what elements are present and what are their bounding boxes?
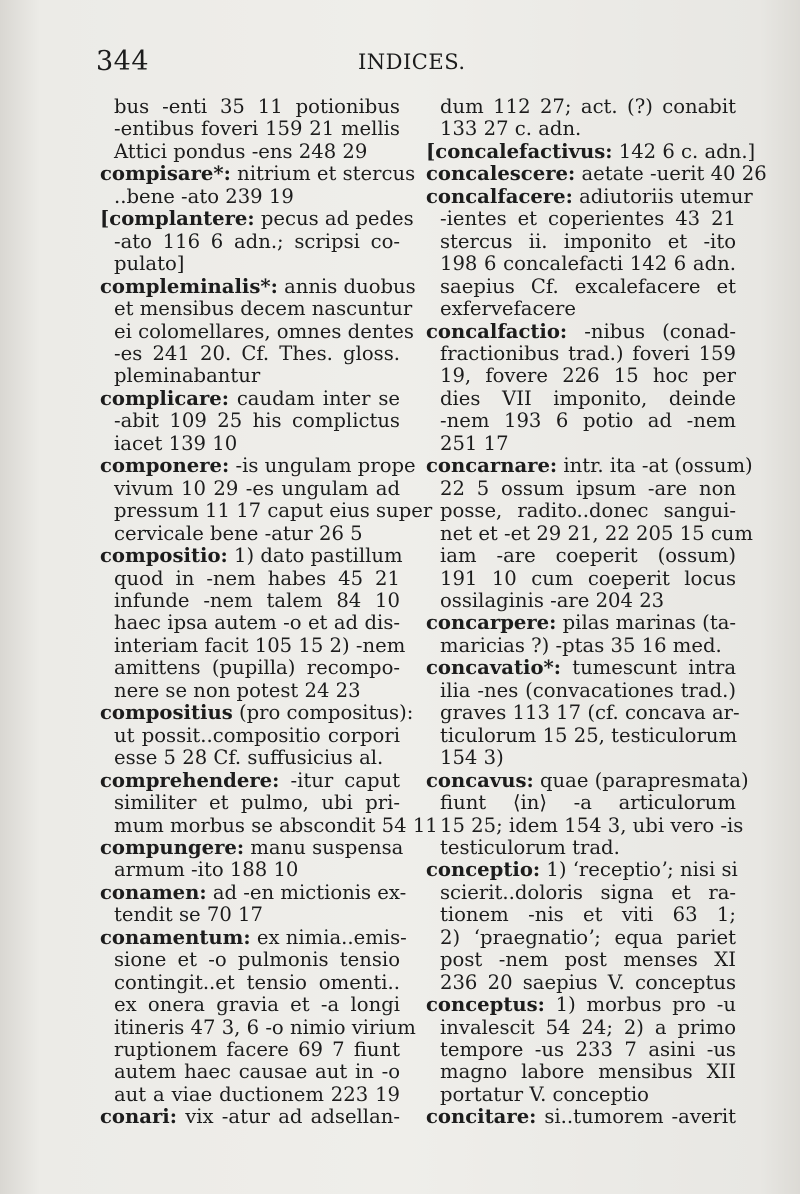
lemma-headword: conceptus: — [426, 993, 545, 1017]
left-column-line: nere se non potest 24 23 — [114, 678, 361, 702]
right-column-line: 22 5 ossum ipsum -are non — [440, 476, 736, 500]
right-column-line: conceptus: 1) morbus pro -u — [426, 993, 736, 1017]
left-column-line: componere: -is ungulam prope — [100, 454, 416, 478]
right-column-line: fiunt ⟨in⟩ -a articulorum — [440, 791, 736, 815]
right-column-line: net et -et 29 21, 22 205 15 cum — [440, 521, 754, 545]
running-head: INDICES. — [358, 50, 466, 74]
lemma-headword: concalescere: — [426, 162, 576, 186]
lemma-headword: conceptio: — [426, 858, 541, 882]
right-column-line: 191 10 cum coeperit locus — [440, 566, 736, 590]
lemma-headword: conamentum: — [100, 925, 251, 949]
left-column-line: contingit..et tensio omenti.. — [114, 970, 400, 994]
left-column-line: itineris 47 3, 6 -o nimio virium — [114, 1015, 416, 1039]
right-column-line: concavatio*: tumescunt intra — [426, 656, 736, 680]
left-column-line: mum morbus se abscondit 54 11 — [114, 813, 438, 837]
right-column-line: 154 3) — [440, 746, 504, 770]
right-column-line: dum 112 27; act. (?) conabit — [440, 95, 736, 118]
right-column-line: [concalefactivus: 142 6 c. adn.] — [426, 139, 756, 163]
lemma-headword: compositio: — [100, 544, 228, 568]
left-column-line: ut possit..compositio corpori — [114, 723, 400, 747]
page-header — [96, 46, 730, 82]
left-column-line: [complantere: pecus ad pedes — [100, 207, 414, 231]
page-number: 344 — [96, 46, 150, 77]
right-column-line: 133 27 c. adn. — [440, 117, 582, 141]
right-column-line: ossilaginis -are 204 23 — [440, 588, 665, 612]
left-column — [100, 95, 438, 1129]
left-column-line: bus -enti 35 11 potionibus — [114, 95, 400, 118]
right-column-line: tempore -us 233 7 asini -us — [440, 1038, 736, 1062]
right-column-line: graves 113 17 (cf. concava ar- — [440, 701, 740, 725]
right-column-line: fractionibus trad.) foveri 159 — [440, 341, 736, 365]
right-column-line: concalfactio: -nibus (conad- — [426, 319, 736, 343]
left-column-line: Attici pondus -ens 248 29 — [114, 139, 368, 163]
lemma-headword: concarpere: — [426, 611, 557, 635]
left-column-line: amittens (pupilla) recompo- — [114, 656, 400, 680]
right-column-line: maricias ?) -ptas 35 16 med. — [440, 633, 722, 657]
left-column-line: ..bene -ato 239 19 — [114, 184, 294, 208]
right-column-line: -ientes et coperientes 43 21 — [440, 207, 736, 231]
left-column-line: conari: vix -atur ad adsellan- — [100, 1105, 400, 1129]
lemma-headword: comprehendere: — [100, 768, 280, 792]
lemma-headword: [concalefactivus: — [426, 139, 613, 163]
lemma-headword: compositius — [100, 701, 233, 725]
lemma-headword: concitare: — [426, 1105, 537, 1129]
lemma-headword: concalfactio: — [426, 319, 568, 343]
right-column-line: scierit..doloris signa et ra- — [440, 880, 736, 904]
left-column-line: interiam facit 105 15 2) -nem — [114, 633, 406, 657]
right-column-line: ilia -nes (convacationes trad.) — [440, 678, 736, 702]
lemma-headword: conamen: — [100, 880, 207, 904]
right-column-line: -nem 193 6 potio ad -nem — [440, 409, 736, 433]
left-column-line: et mensibus decem nascuntur — [114, 297, 413, 321]
right-column-line: posse, radito..donec sangui- — [440, 499, 736, 523]
lemma-headword: componere: — [100, 454, 230, 478]
left-column-line: cervicale bene -atur 26 5 — [114, 521, 363, 545]
left-column-line: infunde -nem talem 84 10 — [114, 588, 400, 612]
right-column-line: ticulorum 15 25, testiculorum — [440, 723, 738, 747]
left-column-line: sione et -o pulmonis tensio — [114, 948, 400, 972]
left-column-line: pressum 11 17 caput eius super — [114, 499, 433, 523]
left-column-line: ei colomellares, omnes dentes — [114, 319, 414, 343]
left-column-line: quod in -nem habes 45 21 — [114, 566, 400, 590]
lemma-headword: [complantere: — [100, 207, 255, 231]
right-column-line: invalescit 54 24; 2) a primo — [440, 1015, 736, 1039]
left-column-line: conamen: ad -en mictionis ex- — [100, 880, 407, 904]
right-column-line: 251 17 — [440, 431, 509, 455]
right-column-line: stercus ii. imponito et -ito — [440, 229, 736, 253]
left-column-line: compisare*: nitrium et stercus — [100, 162, 416, 186]
right-column-line: concarpere: pilas marinas (ta- — [426, 611, 736, 635]
left-column-line: compositio: 1) dato pastillum — [100, 544, 403, 568]
left-column-line: pulato] — [114, 252, 185, 276]
right-column-line: concalescere: aetate -uerit 40 26 — [426, 162, 767, 186]
right-column-line: 19, fovere 226 15 hoc per — [440, 364, 736, 388]
right-column-line: concarnare: intr. ita -at (ossum) — [426, 454, 753, 478]
right-column-line: testiculorum trad. — [440, 835, 620, 859]
left-column-line: compleminalis*: annis duobus — [100, 274, 416, 298]
right-column-line: magno labore mensibus XII — [440, 1060, 736, 1084]
lemma-headword: compungere: — [100, 835, 245, 859]
right-column-line: saepius Cf. excalefacere et — [440, 274, 736, 298]
lemma-headword: concavatio*: — [426, 656, 561, 680]
right-column-line: dies VII imponito, deinde — [440, 386, 736, 410]
left-column-line: -ato 116 6 adn.; scripsi co- — [114, 229, 400, 253]
left-column-line: complicare: caudam inter se — [100, 386, 400, 410]
right-column-line: tionem -nis et viti 63 1; — [440, 903, 736, 927]
left-column-line: ex onera gravia et -a longi — [114, 993, 400, 1017]
left-column-line: comprehendere: -itur caput — [100, 768, 400, 792]
left-column-line: conamentum: ex nimia..emis- — [100, 925, 407, 949]
left-column-line: -es 241 20. Cf. Thes. gloss. — [114, 341, 400, 365]
left-column-line: -abit 109 25 his complictus — [114, 409, 400, 433]
right-column-line: 2) ʻpraegnatioʼ; equa pariet — [440, 925, 736, 949]
left-column-line: aut a viae ductionem 223 19 — [114, 1082, 400, 1106]
right-column-line: concalfacere: adiutoriis utemur — [426, 184, 753, 208]
right-column-line: concavus: quae (parapresmata) — [426, 768, 749, 792]
lemma-headword: compisare*: — [100, 162, 231, 186]
right-column-line: conceptio: 1) ʻreceptioʼ; nisi si — [426, 858, 738, 882]
left-column-line: tendit se 70 17 — [114, 903, 263, 927]
lemma-headword: concarnare: — [426, 454, 558, 478]
lemma-headword: concavus: — [426, 768, 534, 792]
right-column-line: post -nem post menses XI — [440, 948, 736, 972]
right-column-line: 15 25; idem 154 3, ubi vero -is — [440, 813, 744, 837]
left-column-line: autem haec causae aut in -o — [114, 1060, 400, 1084]
left-column-line: iacet 139 10 — [114, 431, 238, 455]
left-column-line: armum -ito 188 10 — [114, 858, 299, 882]
left-column-line: compositius (pro compositus): — [100, 701, 414, 725]
lemma-headword: concalfacere: — [426, 184, 573, 208]
right-column-line: exfervefacere — [440, 297, 576, 321]
left-column-line: -entibus foveri 159 21 mellis — [114, 117, 400, 141]
right-column-line: concitare: si..tumorem -averit — [426, 1105, 736, 1129]
right-column-line: 198 6 concalefacti 142 6 adn. — [440, 252, 736, 276]
left-column-line: haec ipsa autem -o et ad dis- — [114, 611, 400, 635]
left-column-line: ruptionem facere 69 7 fiunt — [114, 1038, 400, 1062]
left-column-line: esse 5 28 Cf. suffusicius al. — [114, 746, 384, 770]
left-column-line: similiter et pulmo, ubi pri- — [114, 791, 400, 815]
right-column-line: 236 20 saepius V. conceptus — [440, 970, 736, 994]
left-column-line: compungere: manu suspensa — [100, 835, 404, 859]
right-column-line: portatur V. conceptio — [440, 1082, 649, 1106]
lemma-headword: conari: — [100, 1105, 177, 1129]
lemma-headword: compleminalis*: — [100, 274, 278, 298]
left-column-line: vivum 10 29 -es ungulam ad — [114, 476, 400, 500]
lemma-headword: complicare: — [100, 386, 229, 410]
right-column — [426, 95, 767, 1129]
right-column-line: iam -are coeperit (ossum) — [440, 544, 736, 568]
left-column-line: pleminabantur — [114, 364, 261, 388]
